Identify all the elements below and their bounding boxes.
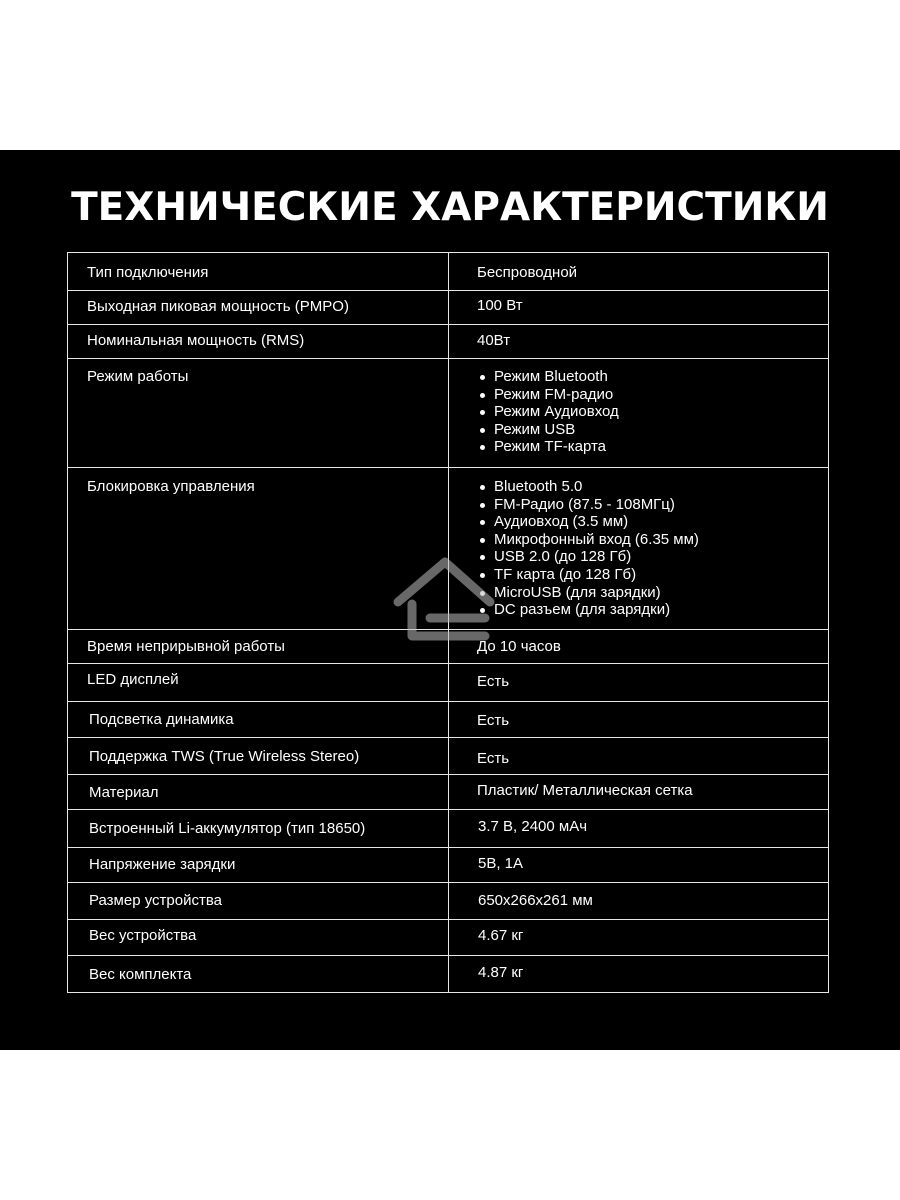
spec-value-cell [449, 325, 829, 359]
spec-value: 5В, 1А [478, 855, 524, 872]
list-item: TF карта (до 128 Гб) [477, 566, 810, 584]
spec-value-cell [449, 920, 829, 956]
spec-name-cell [68, 359, 449, 468]
spec-value-cell [449, 630, 829, 664]
spec-name-cell [68, 468, 449, 630]
table-row [68, 956, 829, 993]
table-row [68, 810, 829, 848]
spec-value: 4.87 кг [478, 964, 524, 981]
spec-value-cell [449, 775, 829, 810]
spec-value: 100 Вт [477, 297, 523, 314]
spec-table [67, 252, 829, 993]
list-item: Режим Bluetooth [477, 368, 810, 386]
spec-name: LED дисплей [87, 671, 179, 688]
table-row [68, 291, 829, 325]
table-row [68, 359, 829, 468]
spec-name-cell [68, 253, 449, 291]
spec-value-cell [449, 956, 829, 993]
spec-value-cell [449, 883, 829, 920]
spec-name: Встроенный Li-аккумулятор (тип 18650) [89, 820, 366, 837]
spec-value-cell [449, 738, 829, 775]
page-title: ТЕХНИЧЕСКИЕ ХАРАКТЕРИСТИКИ [71, 185, 829, 230]
list-item: FM-Радио (87.5 - 108МГц) [477, 496, 810, 514]
spec-value-cell [449, 253, 829, 291]
spec-name: Тип подключения [87, 264, 209, 281]
spec-name-cell [68, 848, 449, 883]
spec-value: До 10 часов [477, 638, 561, 655]
list-item: Режим TF-карта [477, 438, 810, 456]
list-item: Режим USB [477, 421, 810, 439]
spec-value: 4.67 кг [478, 927, 524, 944]
spec-name-cell [68, 630, 449, 664]
table-row [68, 664, 829, 702]
spec-name: Напряжение зарядки [89, 856, 236, 873]
spec-name-cell [68, 810, 449, 848]
table-row [68, 468, 829, 630]
spec-value: Есть [477, 712, 510, 729]
spec-value-cell [449, 664, 829, 702]
interface-list [477, 478, 810, 619]
spec-value-cell [449, 810, 829, 848]
spec-name-cell [68, 920, 449, 956]
spec-name-cell [68, 956, 449, 993]
spec-name: Вес устройства [89, 927, 197, 944]
list-item: USB 2.0 (до 128 Гб) [477, 548, 810, 566]
spec-value: 40Вт [477, 332, 511, 349]
spec-value: Есть [477, 750, 510, 767]
spec-value-cell [449, 291, 829, 325]
table-row [68, 702, 829, 738]
spec-name-cell [68, 664, 449, 702]
spec-value-cell [449, 359, 829, 468]
spec-name: Подсветка динамика [89, 711, 234, 728]
spec-name: Время неприрывной работы [87, 638, 285, 655]
spec-value-cell [449, 468, 829, 630]
spec-name-cell [68, 738, 449, 775]
table-row [68, 848, 829, 883]
spec-name: Поддержка TWS (True Wireless Stereo) [89, 748, 360, 765]
table-row [68, 325, 829, 359]
spec-value-cell [449, 702, 829, 738]
spec-name: Вес комплекта [89, 966, 192, 983]
spec-name: Режим работы [87, 368, 189, 385]
spec-value: Беспроводной [477, 264, 578, 281]
spec-value-cell [449, 848, 829, 883]
list-item: MicroUSB (для зарядки) [477, 584, 810, 602]
table-row [68, 920, 829, 956]
spec-value: 3.7 В, 2400 мАч [478, 818, 588, 835]
table-row [68, 738, 829, 775]
list-item: Аудиовход (3.5 мм) [477, 513, 810, 531]
spec-value: Пластик/ Металлическая сетка [477, 782, 693, 799]
mode-list [477, 368, 810, 456]
spec-name: Блокировка управления [87, 478, 255, 495]
spec-name: Номинальная мощность (RMS) [87, 332, 305, 349]
spec-name-cell [68, 775, 449, 810]
list-item: Микрофонный вход (6.35 мм) [477, 531, 810, 549]
list-item: Режим FM-радио [477, 386, 810, 404]
table-row [68, 253, 829, 291]
list-item: DC разъем (для зарядки) [477, 601, 810, 619]
list-item: Bluetooth 5.0 [477, 478, 810, 496]
spec-name: Выходная пиковая мощность (PMPO) [87, 298, 349, 315]
spec-name-cell [68, 702, 449, 738]
spec-name: Материал [89, 784, 159, 801]
table-row [68, 630, 829, 664]
table-row [68, 775, 829, 810]
spec-value: 650х266х261 мм [478, 892, 593, 909]
list-item: Режим Аудиовход [477, 403, 810, 421]
spec-name-cell [68, 325, 449, 359]
spec-name: Размер устройства [89, 892, 223, 909]
spec-value: Есть [477, 673, 510, 690]
spec-name-cell [68, 883, 449, 920]
table-row [68, 883, 829, 920]
spec-name-cell [68, 291, 449, 325]
